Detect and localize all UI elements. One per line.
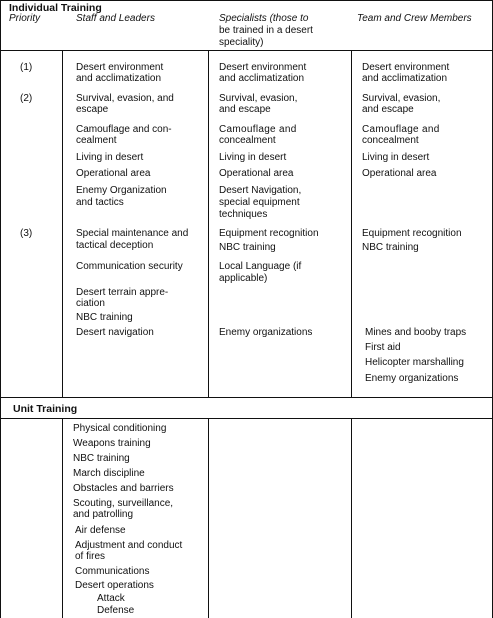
priority-header: Priority xyxy=(9,13,41,24)
staff-item-cont: and acclimatization xyxy=(76,73,162,84)
team-item-cont: and acclimatization xyxy=(362,73,448,84)
unit-item: Weapons training xyxy=(73,438,151,449)
staff-item: Desert navigation xyxy=(76,327,154,338)
staff-item: Enemy Organization xyxy=(76,185,167,196)
col-sep-1 xyxy=(62,50,63,397)
unit-subitem: Defense xyxy=(97,605,135,616)
priority-3: (3) xyxy=(20,228,33,239)
staff-item: Special maintenance and xyxy=(76,228,189,239)
specialist-item: Equipment recognition xyxy=(219,228,319,239)
unit-item: Communications xyxy=(75,566,150,577)
unit-subitem: Attack xyxy=(97,593,125,604)
team-item-cont: concealment xyxy=(362,135,419,146)
specialists-header-line1: Specialists (those to xyxy=(219,13,309,24)
specialist-item: Living in desert xyxy=(219,152,287,163)
staff-item: Operational area xyxy=(76,168,151,179)
specialist-item: NBC training xyxy=(219,242,276,253)
col-sep-1b xyxy=(62,418,63,618)
staff-item: Desert terrain appre- xyxy=(76,287,169,298)
specialist-item: Desert environment xyxy=(219,62,307,73)
team-item: Survival, evasion, xyxy=(362,93,441,104)
team-item: Mines and booby traps xyxy=(365,327,467,338)
staff-item: Living in desert xyxy=(76,152,144,163)
col-sep-3b xyxy=(351,418,352,618)
team-item: NBC training xyxy=(362,242,419,253)
left-border xyxy=(0,0,1,618)
team-header: Team and Crew Members xyxy=(357,13,472,24)
specialist-item-cont: and acclimatization xyxy=(219,73,305,84)
priority-2: (2) xyxy=(20,93,33,104)
staff-item-cont: ciation xyxy=(76,298,105,309)
specialist-item-cont: and escape xyxy=(219,104,271,115)
team-item: Operational area xyxy=(362,168,437,179)
unit-item: Adjustment and conduct xyxy=(75,540,183,551)
staff-item-cont: and tactics xyxy=(76,197,124,208)
unit-item: Obstacles and barriers xyxy=(73,483,174,494)
staff-item: Camouflage and con- xyxy=(76,124,172,135)
staff-item-cont: escape xyxy=(76,104,109,115)
unit-item-cont: and patrolling xyxy=(73,509,134,520)
team-item: Living in desert xyxy=(362,152,430,163)
specialists-header-line3: speciality) xyxy=(219,37,264,48)
team-item: Desert environment xyxy=(362,62,450,73)
specialist-item-cont: concealment xyxy=(219,135,276,146)
staff-item: Communication security xyxy=(76,261,183,272)
col-sep-2b xyxy=(208,418,209,618)
section2-rule xyxy=(0,418,493,419)
specialist-item: Survival, evasion, xyxy=(219,93,298,104)
staff-item-cont: cealment xyxy=(76,135,117,146)
specialist-item: Camouflage and xyxy=(219,124,297,135)
specialist-item-cont: special equipment xyxy=(219,197,300,208)
team-item: Helicopter marshalling xyxy=(365,357,464,368)
section-divider xyxy=(0,397,493,398)
col-sep-3 xyxy=(351,50,352,397)
section-title: Individual Training xyxy=(9,2,102,14)
unit-item: Physical conditioning xyxy=(73,423,167,434)
staff-item: Desert environment xyxy=(76,62,164,73)
specialist-item: Operational area xyxy=(219,168,294,179)
specialist-item: Enemy organizations xyxy=(219,327,313,338)
team-item: Camouflage and xyxy=(362,124,440,135)
team-item: Enemy organizations xyxy=(365,373,459,384)
specialist-item-cont: applicable) xyxy=(219,273,268,284)
staff-header: Staff and Leaders xyxy=(76,13,155,24)
unit-item: Desert operations xyxy=(75,580,154,591)
specialists-header-line2: be trained in a desert xyxy=(219,25,313,36)
staff-item: NBC training xyxy=(76,312,133,323)
team-item: First aid xyxy=(365,342,401,353)
top-border xyxy=(0,0,493,1)
unit-training-title: Unit Training xyxy=(13,403,78,415)
unit-item: Scouting, surveillance, xyxy=(73,498,174,509)
unit-item: Air defense xyxy=(75,525,126,536)
team-item-cont: and escape xyxy=(362,104,414,115)
specialist-item-cont: techniques xyxy=(219,209,268,220)
staff-item-cont: tactical deception xyxy=(76,240,154,251)
specialist-item: Local Language (if xyxy=(219,261,302,272)
priority-1: (1) xyxy=(20,62,33,73)
unit-item: NBC training xyxy=(73,453,130,464)
staff-item: Survival, evasion, and xyxy=(76,93,174,104)
header-rule xyxy=(0,50,493,51)
team-item: Equipment recognition xyxy=(362,228,462,239)
col-sep-2 xyxy=(208,50,209,397)
unit-item-cont: of fires xyxy=(75,551,106,562)
specialist-item: Desert Navigation, xyxy=(219,185,302,196)
unit-item: March discipline xyxy=(73,468,145,479)
